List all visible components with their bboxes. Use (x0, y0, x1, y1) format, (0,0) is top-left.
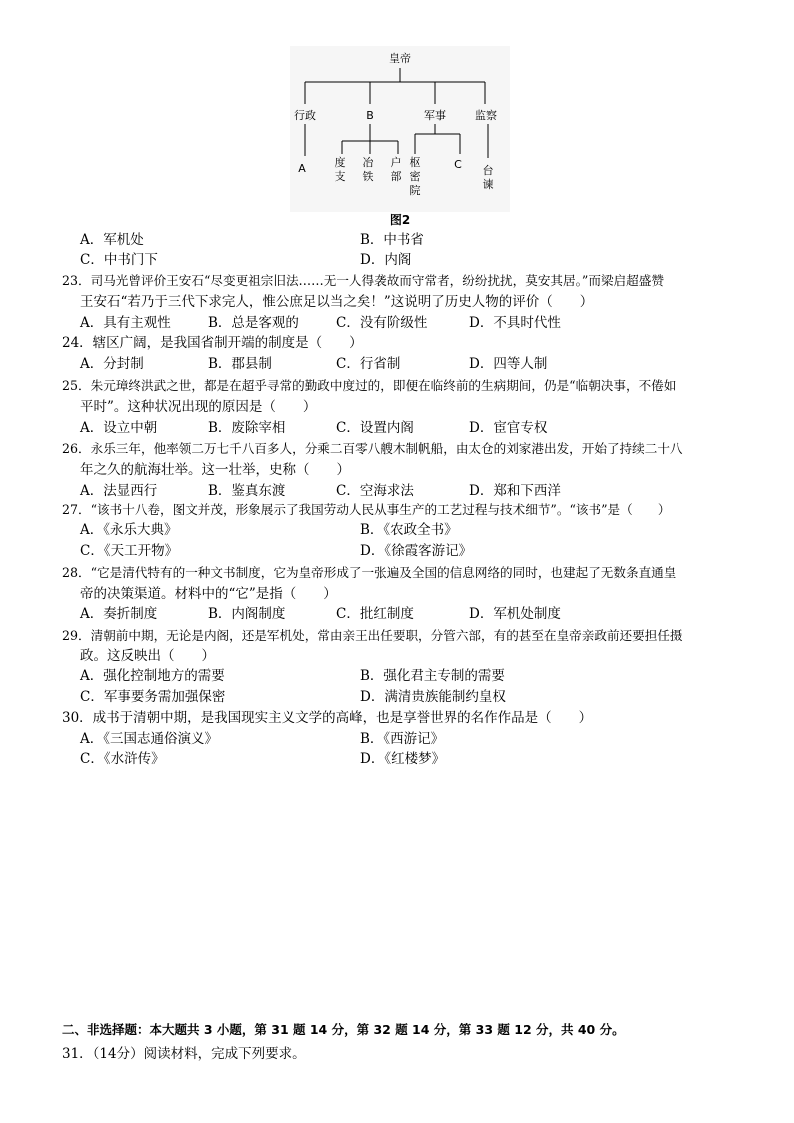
q27-option-a: A．《永乐大典》 (80, 522, 178, 538)
org-branch-military: 军事 (424, 109, 446, 122)
q23-option-c: C．没有阶级性 (336, 315, 428, 331)
org-leaf-yetie-2: 铁 (362, 170, 374, 183)
q23-stem-line-1: 23．司马光曾评价王安石“尽变更祖宗旧法……无一人得袭故而守常者，纷纷扰扰，莫安其居。”而梁启超盛赞 (62, 273, 664, 288)
org-leaf-yetie-1: 冶 (362, 156, 374, 169)
q24-option-b: B．郡县制 (208, 356, 272, 372)
q30-option-d: D．《红楼梦》 (360, 751, 446, 767)
q25-option-a: A．设立中朝 (80, 420, 158, 436)
q25-option-d: D．宦官专权 (469, 420, 548, 436)
org-leaf-hubu-2: 部 (390, 170, 402, 183)
q26-option-c: C．空海求法 (336, 483, 414, 499)
q22-option-d: D．内阁 (360, 252, 412, 268)
q26-stem-line-2: 年之久的航海壮举。这一壮举，史称（ ） (80, 462, 350, 478)
org-leaf-duzhi-1: 度 (334, 156, 346, 169)
org-leaf-shumiyuan-2: 密 (409, 170, 421, 183)
org-branch-b: B (366, 109, 374, 122)
org-leaf-shumiyuan-3: 院 (409, 184, 421, 197)
q29-option-d: D．满清贵族能制约皇权 (360, 689, 506, 705)
org-root-label: 皇帝 (389, 52, 411, 65)
q30-option-b: B．《西游记》 (360, 731, 445, 747)
q22-option-b: B．中书省 (360, 232, 424, 248)
section2-title: 二、非选择题：本大题共 3 小题，第 31 题 14 分，第 32 题 14 分，第 33 题 12 分，共 40 分。 (62, 1022, 625, 1037)
q25-stem-line-2: 平时”。这种状况出现的原因是（ ） (80, 399, 317, 415)
figure-caption: 图2 (389, 213, 411, 227)
org-chart-diagram (290, 46, 510, 212)
q29-option-a: A．强化控制地方的需要 (80, 668, 225, 684)
org-leaf-hubu-1: 户 (390, 156, 402, 169)
org-branch-admin: 行政 (294, 109, 316, 122)
org-leaf-taijian-2: 谏 (482, 178, 494, 191)
q22-option-a: A．军机处 (80, 232, 144, 248)
q28-option-a: A．奏折制度 (80, 606, 158, 622)
q28-option-d: D．军机处制度 (469, 606, 561, 622)
q29-option-c: C．军事要务需加强保密 (80, 689, 226, 705)
q22-option-c: C．中书门下 (80, 252, 158, 268)
q27-stem: 27．“该书十八卷，图文并茂，形象展示了我国劳动人民从事生产的工艺过程与技术细节”。“该书”是（ ） (62, 502, 671, 517)
q30-stem: 30．成书于清朝中期，是我国现实主义文学的高峰，也是享誉世界的名作作品是（ ） (62, 710, 593, 726)
q28-stem-line-1: 28．“它是清代特有的一种文书制度，它为皇帝形成了一张遍及全国的信息网络的同时，也建起了无数条直通皇 (62, 565, 677, 580)
q29-stem-line-1: 29．清朝前中期，无论是内阁，还是军机处，常由亲王出任要职，分管六部，有的甚至在皇帝亲政前还要担任摄 (62, 628, 683, 643)
q24-option-d: D．四等人制 (469, 356, 548, 372)
q24-option-c: C．行省制 (336, 356, 401, 372)
q29-stem-line-2: 政。这反映出（ ） (80, 648, 215, 664)
q31-stem: 31．（14分）阅读材料，完成下列要求。 (62, 1046, 306, 1062)
q30-option-c: C．《水浒传》 (80, 751, 165, 767)
org-chart-svg (290, 46, 510, 212)
q26-stem-line-1: 26．永乐三年，他率领二万七千八百多人，分乘二百零八艘木制帆船，由太仓的刘家港出发，开始了持续二十八 (62, 441, 683, 456)
q27-option-c: C．《天工开物》 (80, 543, 179, 559)
q25-option-b: B．废除宰相 (208, 420, 286, 436)
org-leaf-c: C (454, 158, 462, 171)
q24-option-a: A．分封制 (80, 356, 144, 372)
q27-option-d: D．《徐霞客游记》 (360, 543, 473, 559)
org-leaf-taijian-1: 台 (482, 164, 494, 177)
org-leaf-shumiyuan-1: 枢 (409, 156, 421, 169)
q23-stem-line-2: 王安石“若乃于三代下求完人，惟公庶足以当之矣！”这说明了历史人物的评价（ ） (80, 294, 594, 310)
q28-option-c: C．批红制度 (336, 606, 414, 622)
q23-option-b: B．总是客观的 (208, 315, 299, 331)
q23-option-a: A．具有主观性 (80, 315, 171, 331)
q28-stem-line-2: 帝的决策渠道。材料中的“它”是指（ ） (80, 586, 337, 602)
q26-option-a: A．法显西行 (80, 483, 158, 499)
org-leaf-duzhi-2: 支 (334, 170, 346, 183)
q27-option-b: B．《农政全书》 (360, 522, 458, 538)
q24-stem: 24．辖区广阔，是我国省制开端的制度是（ ） (62, 335, 363, 351)
q23-option-d: D．不具时代性 (469, 315, 561, 331)
q26-option-b: B．鉴真东渡 (208, 483, 286, 499)
q30-option-a: A．《三国志通俗演义》 (80, 731, 218, 747)
org-branch-supervision: 监察 (475, 109, 497, 122)
org-leaf-a: A (298, 162, 306, 175)
q25-option-c: C．设置内阁 (336, 420, 414, 436)
q25-stem-line-1: 25．朱元璋终洪武之世，都是在超乎寻常的勤政中度过的，即便在临终前的生病期间，仍是“临朝决事，不倦如 (62, 378, 677, 393)
q29-option-b: B．强化君主专制的需要 (360, 668, 505, 684)
q26-option-d: D．郑和下西洋 (469, 483, 561, 499)
q28-option-b: B．内阁制度 (208, 606, 286, 622)
